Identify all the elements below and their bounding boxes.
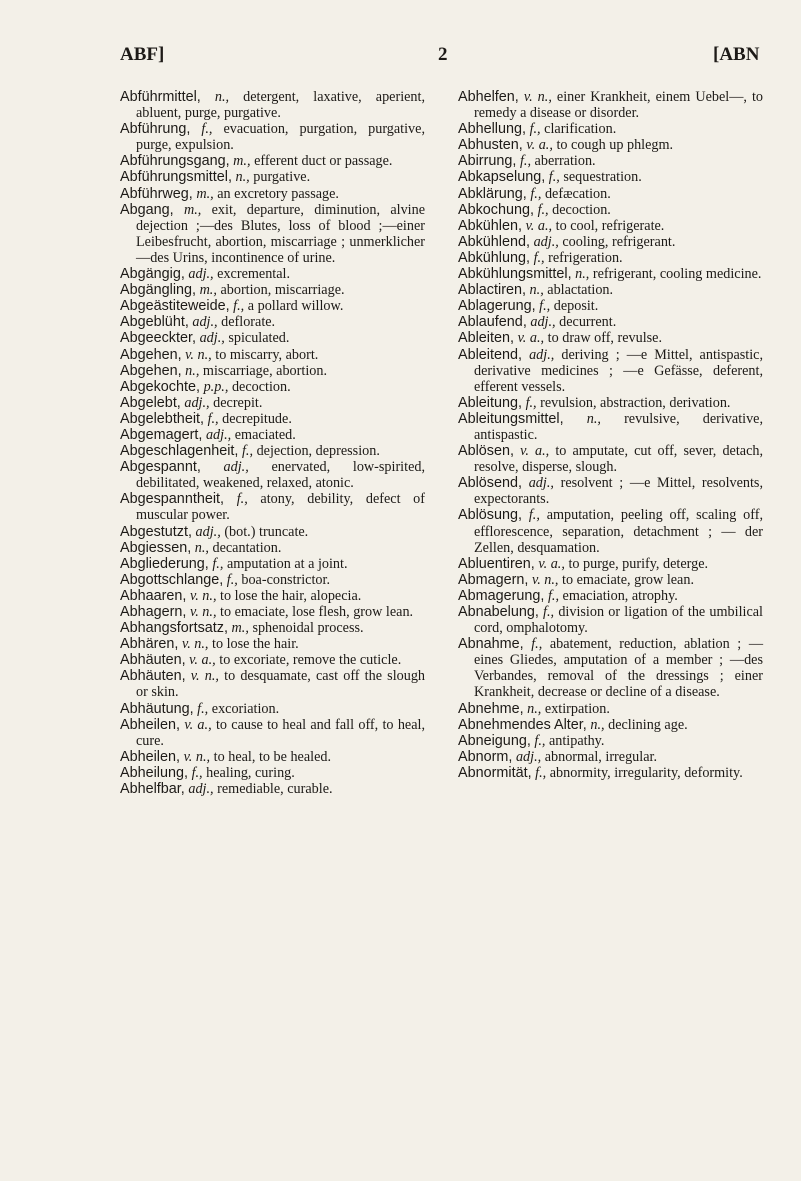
entry-definition: sequestration. — [563, 169, 642, 186]
entry-definition: exit, departure, diminution, alvine dejection ;—des Blutes, loss of blood ;—einer Leibesfrucht, abortion, miscarriage ; unmerklicher —des Urins, incontinence of urine. — [136, 201, 426, 266]
entry-headword: Abgelebt, — [120, 394, 181, 411]
entry-headword: Abheilen, — [120, 748, 181, 765]
dictionary-entry — [120, 347, 425, 363]
entry-definition: a pollard willow. — [247, 298, 344, 315]
dictionary-entry — [458, 250, 763, 266]
entry-grammar: f., — [548, 169, 560, 186]
entry-definition: decrepitude. — [222, 410, 292, 427]
entry-headword: Abkapselung, — [458, 169, 546, 186]
header-right-guideword: [ABN — [713, 44, 760, 65]
dictionary-entry — [458, 347, 763, 395]
entry-definition: antipathy. — [548, 732, 605, 749]
entry-grammar: adj., — [529, 346, 555, 363]
entry-grammar: v. n., — [181, 636, 209, 653]
entry-headword: Abnahme, — [458, 636, 524, 653]
entry-grammar: n., — [235, 169, 250, 186]
entry-grammar: f., — [212, 555, 224, 572]
dictionary-entry — [458, 749, 763, 765]
entry-headword: Abgekochte, — [120, 378, 201, 395]
entry-definition: detergent, laxative, aperient, abluent, purge, purgative. — [136, 89, 426, 122]
entry-headword: Abheilung, — [120, 764, 189, 781]
entry-headword: Abgiessen, — [120, 539, 192, 556]
entry-headword: Abhäuten, — [120, 652, 186, 669]
entry-headword: Abführweg, — [120, 185, 193, 202]
entry-grammar: n., — [527, 700, 542, 717]
entry-grammar: n., — [185, 362, 200, 379]
entry-grammar: n., — [590, 716, 605, 733]
dictionary-entry — [120, 765, 425, 781]
entry-grammar: f., — [547, 587, 559, 604]
dictionary-entry — [458, 588, 763, 604]
entry-definition: abatement, reduction, ablation ; —eines Gliedes, amputation of a member ; —des Verbandes, removal of the dressings ; einer Krankheit, decrease or decline of a disease. — [474, 636, 764, 701]
entry-definition: decoction. — [552, 201, 611, 218]
entry-grammar: m., — [231, 620, 249, 637]
dictionary-entry — [458, 169, 763, 185]
dictionary-entry — [120, 491, 425, 523]
entry-definition: healing, curing. — [206, 764, 295, 781]
entry-headword: Abhellung, — [458, 121, 527, 138]
dictionary-entry — [120, 781, 425, 797]
entry-headword: Abgemagert, — [120, 426, 203, 443]
entry-definition: amputation, peeling off, scaling off, efflorescence, separation, detachment ; — der Zellen, desquamation. — [474, 507, 763, 556]
dictionary-entry — [120, 556, 425, 572]
entry-definition: miscarriage, abortion. — [202, 362, 327, 379]
dictionary-entry — [120, 153, 425, 169]
entry-definition: deposit. — [553, 298, 599, 315]
entry-definition: abnormity, irregularity, deformity. — [549, 764, 743, 781]
entry-headword: Abgespannt, — [120, 459, 201, 476]
entry-definition: revulsive, derivative, antispastic. — [474, 410, 764, 443]
dictionary-entry — [120, 572, 425, 588]
dictionary-entry — [120, 169, 425, 185]
dictionary-entry — [120, 266, 425, 282]
entry-definition: extirpation. — [544, 700, 610, 717]
entry-grammar: f., — [533, 249, 545, 266]
dictionary-entry — [458, 121, 763, 137]
entry-headword: Abhäuten, — [120, 668, 186, 685]
entry-definition: boa-constrictor. — [241, 571, 331, 588]
dictionary-entry — [120, 411, 425, 427]
entry-grammar: v. a., — [520, 443, 550, 460]
entry-headword: Abkühlung, — [458, 249, 531, 266]
entry-definition: aberration. — [534, 153, 596, 170]
entry-headword: Ablactiren, — [458, 282, 526, 299]
entry-grammar: f., — [197, 700, 209, 717]
dictionary-entry — [458, 89, 763, 121]
entry-headword: Abhagern, — [120, 604, 187, 620]
dictionary-entry — [120, 701, 425, 717]
entry-headword: Abgelebtheit, — [120, 410, 205, 427]
entry-grammar: m., — [233, 153, 251, 170]
dictionary-entry — [120, 186, 425, 202]
entry-grammar: f., — [537, 201, 549, 218]
dictionary-entry — [458, 636, 763, 700]
entry-headword: Abgeeckter, — [120, 330, 197, 347]
dictionary-entry — [120, 668, 425, 700]
dictionary-entry — [120, 588, 425, 604]
entry-headword: Abhären, — [120, 636, 179, 653]
entry-headword: Abmagerung, — [458, 587, 545, 604]
entry-definition: to emaciate, grow lean. — [562, 571, 694, 588]
entry-grammar: m., — [183, 201, 202, 218]
entry-grammar: adj., — [192, 314, 218, 331]
entry-definition: deflorate. — [221, 314, 276, 331]
entry-definition: to emaciate, lose flesh, grow lean. — [220, 604, 414, 620]
entry-headword: Abnabelung, — [458, 604, 539, 620]
entry-grammar: f., — [241, 443, 254, 460]
entry-grammar: adj., — [223, 459, 249, 476]
dictionary-entry — [120, 202, 425, 266]
dictionary-entry — [458, 282, 763, 298]
dictionary-entry — [120, 314, 425, 330]
entry-definition: to heal, to be healed. — [213, 748, 332, 765]
entry-headword: Abgespanntheit, — [120, 491, 225, 508]
entry-headword: Abklärung, — [458, 185, 527, 202]
entry-definition: excoriation. — [211, 700, 280, 717]
entry-definition: deriving ; —e Mittel, antispastic, derivative medicines ; —e Gefässe, deferent, efferent vessels. — [474, 346, 763, 395]
entry-grammar: f., — [233, 298, 245, 315]
entry-headword: Abkochung, — [458, 201, 535, 218]
entry-definition: dejection, depression. — [256, 443, 380, 460]
entry-grammar: f., — [529, 121, 541, 138]
entry-headword: Ablösen, — [458, 443, 515, 460]
dictionary-entry — [458, 733, 763, 749]
entry-grammar: v. n., — [189, 604, 217, 620]
entry-headword: Abnehme, — [458, 700, 524, 717]
entry-definition: decantation. — [212, 539, 282, 556]
entry-grammar: adj., — [188, 266, 214, 283]
right-column — [458, 89, 763, 781]
entry-headword: Ableitend, — [458, 346, 523, 363]
dictionary-entry — [120, 298, 425, 314]
entry-grammar: f., — [525, 394, 537, 411]
entry-definition: purgative. — [253, 169, 311, 186]
entry-grammar: v. a., — [526, 137, 553, 154]
entry-grammar: f., — [519, 153, 531, 170]
dictionary-entry — [458, 475, 763, 507]
entry-headword: Abhusten, — [458, 137, 523, 154]
entry-definition: to cool, refrigerate. — [555, 217, 665, 234]
dictionary-entry — [458, 395, 763, 411]
entry-headword: Abgeschlagenheit, — [120, 443, 239, 460]
dictionary-entry — [458, 443, 763, 475]
entry-headword: Abneigung, — [458, 732, 531, 749]
entry-headword: Abgeästiteweide, — [120, 298, 230, 315]
entry-definition: to cause to heal and fall off, to heal, cure. — [136, 716, 426, 749]
entry-definition: emaciation, atrophy. — [562, 587, 678, 604]
entry-headword: Abhaaren, — [120, 587, 187, 604]
entry-grammar: n., — [194, 539, 209, 556]
dictionary-entry — [120, 443, 425, 459]
entry-grammar: v. n., — [183, 748, 211, 765]
entry-headword: Abheilen, — [120, 716, 181, 733]
dictionary-entry — [120, 330, 425, 346]
entry-grammar: n., — [586, 410, 601, 427]
entry-grammar: f., — [539, 298, 551, 315]
entry-definition: to lose the hair. — [212, 636, 299, 653]
entry-definition: atony, debility, defect of muscular power. — [136, 491, 426, 524]
entry-grammar: adj., — [528, 475, 554, 492]
entry-headword: Abhelfbar, — [120, 781, 185, 798]
entry-headword: Abirrung, — [458, 153, 517, 170]
entry-definition: refrigeration. — [548, 249, 623, 266]
entry-headword: Abnormität, — [458, 764, 532, 781]
entry-grammar: f., — [535, 764, 547, 781]
dictionary-entry — [120, 717, 425, 749]
entry-grammar: v. n., — [185, 346, 212, 363]
dictionary-entry — [458, 330, 763, 346]
entry-definition: division or ligation of the umbilical cord, omphalotomy. — [474, 604, 764, 637]
entry-definition: decrepit. — [213, 394, 263, 411]
entry-definition: ablactation. — [547, 282, 614, 299]
entry-grammar: f., — [191, 764, 203, 781]
entry-grammar: p.p., — [203, 378, 229, 395]
dictionary-entry — [120, 395, 425, 411]
entry-grammar: n., — [529, 282, 544, 299]
entry-grammar: adj., — [515, 748, 542, 765]
entry-headword: Abgottschlange, — [120, 571, 224, 588]
entry-grammar: adj., — [188, 781, 214, 798]
entry-definition: remediable, curable. — [217, 781, 333, 798]
entry-grammar: f., — [543, 604, 555, 620]
dictionary-entry — [120, 636, 425, 652]
entry-definition: abnormal, irregular. — [544, 748, 657, 765]
entry-definition: efferent duct or passage. — [254, 153, 393, 170]
dictionary-entry — [120, 427, 425, 443]
dictionary-entry — [458, 234, 763, 250]
dictionary-entry — [120, 540, 425, 556]
entry-grammar: adj., — [199, 330, 225, 347]
entry-headword: Abgang, — [120, 201, 174, 218]
dictionary-entry — [458, 507, 763, 555]
entry-headword: Abführmittel, — [120, 89, 201, 105]
entry-definition: einer Krankheit, einem Uebel—, to remedy a disease or disorder. — [474, 89, 764, 122]
entry-grammar: n., — [575, 266, 590, 283]
entry-grammar: v. a., — [517, 330, 545, 347]
entry-headword: Ablaufend, — [458, 314, 527, 331]
entry-headword: Abgängig, — [120, 266, 185, 283]
entry-definition: spiculated. — [228, 330, 290, 347]
entry-definition: evacuation, purgation, purgative, purge, expulsion. — [136, 121, 425, 154]
entry-grammar: v. n., — [190, 668, 219, 685]
entry-definition: to excoriate, remove the cuticle. — [219, 652, 402, 669]
entry-grammar: v. a., — [538, 555, 565, 572]
entry-grammar: v. a., — [184, 716, 212, 733]
dictionary-entry — [458, 411, 763, 443]
entry-definition: to cough up phlegm. — [556, 137, 674, 154]
dictionary-entry — [120, 459, 425, 491]
entry-definition: to desquamate, cast off the slough or skin. — [136, 668, 426, 701]
dictionary-entry — [458, 765, 763, 781]
entry-definition: to amputate, cut off, sever, detach, resolve, disperse, slough. — [474, 443, 764, 476]
dictionary-entry — [458, 266, 763, 282]
dictionary-entry — [120, 524, 425, 540]
entry-headword: Abführung, — [120, 121, 191, 138]
entry-headword: Ablösung, — [458, 507, 523, 524]
entry-grammar: f., — [531, 636, 543, 653]
entry-headword: Abhangsfortsatz, — [120, 620, 228, 637]
left-column — [120, 89, 425, 797]
entry-headword: Abführungsmittel, — [120, 169, 232, 186]
entry-grammar: f., — [226, 571, 238, 588]
entry-headword: Abhelfen, — [458, 89, 519, 105]
entry-definition: to draw off, revulse. — [547, 330, 663, 347]
dictionary-entry — [120, 749, 425, 765]
entry-definition: decurrent. — [559, 314, 617, 331]
entry-grammar: n., — [214, 89, 230, 105]
entry-definition: cooling, refrigerant. — [562, 233, 676, 250]
entry-grammar: adj., — [530, 314, 556, 331]
entry-headword: Ableiten, — [458, 330, 515, 347]
entry-grammar: m., — [199, 282, 217, 299]
dictionary-entry — [458, 314, 763, 330]
dictionary-entry — [120, 363, 425, 379]
dictionary-entry — [458, 186, 763, 202]
entry-definition: amputation at a joint. — [226, 555, 348, 572]
entry-headword: Ableitungsmittel, — [458, 410, 564, 427]
entry-definition: enervated, low-spirited, debilitated, weakened, relaxed, atonic. — [136, 459, 426, 492]
entry-grammar: f., — [534, 732, 546, 749]
dictionary-entry — [120, 121, 425, 153]
entry-headword: Abkühlen, — [458, 217, 523, 234]
dictionary-entry — [120, 379, 425, 395]
dictionary-entry — [120, 282, 425, 298]
dictionary-entry — [120, 604, 425, 620]
entry-headword: Abnorm, — [458, 748, 513, 765]
entry-definition: clarification. — [544, 121, 617, 138]
dictionary-entry — [458, 137, 763, 153]
entry-headword: Abgeblüht, — [120, 314, 189, 331]
entry-grammar: f., — [201, 121, 213, 138]
entry-definition: sphenoidal process. — [252, 620, 364, 637]
dictionary-entry — [458, 572, 763, 588]
entry-grammar: v. a., — [189, 652, 216, 669]
entry-definition: to miscarry, abort. — [215, 346, 319, 363]
entry-grammar: f., — [207, 410, 219, 427]
entry-definition: (bot.) truncate. — [224, 523, 309, 540]
dictionary-entry — [120, 620, 425, 636]
entry-definition: defæcation. — [544, 185, 611, 202]
entry-definition: revulsion, abstraction, derivation. — [540, 394, 731, 411]
entry-definition: to lose the hair, alopecia. — [220, 587, 362, 604]
entry-grammar: v. n., — [531, 571, 559, 588]
entry-grammar: v. n., — [523, 89, 552, 105]
page-number: 2 — [438, 44, 448, 65]
entry-grammar: adj., — [205, 426, 232, 443]
entry-headword: Abgestutzt, — [120, 523, 192, 540]
entry-headword: Abgehen, — [120, 346, 182, 363]
entry-grammar: adj., — [533, 233, 559, 250]
dictionary-entry — [458, 701, 763, 717]
entry-headword: Abluentiren, — [458, 555, 535, 572]
dictionary-entry — [458, 298, 763, 314]
entry-headword: Abgehen, — [120, 362, 182, 379]
entry-headword: Ableitung, — [458, 394, 523, 411]
entry-grammar: v. n., — [189, 587, 217, 604]
dictionary-entry — [120, 652, 425, 668]
entry-definition: emaciated. — [234, 426, 296, 443]
entry-grammar: adj., — [184, 394, 210, 411]
entry-headword: Abführungsgang, — [120, 153, 230, 170]
dictionary-entry — [458, 717, 763, 733]
entry-headword: Abkühlend, — [458, 233, 531, 250]
entry-headword: Ablösend, — [458, 475, 523, 492]
entry-grammar: m., — [196, 185, 214, 202]
entry-grammar: adj., — [195, 523, 221, 540]
entry-headword: Ablagerung, — [458, 298, 536, 315]
entry-headword: Abnehmendes Alter, — [458, 716, 587, 733]
entry-headword: Abgliederung, — [120, 555, 209, 572]
page-header — [0, 44, 801, 74]
dictionary-entry — [458, 604, 763, 636]
dictionary-entry — [458, 202, 763, 218]
entry-headword: Abkühlungsmittel, — [458, 266, 572, 283]
entry-definition: to purge, purify, deterge. — [568, 555, 709, 572]
entry-headword: Abmagern, — [458, 571, 529, 588]
entry-definition: declining age. — [608, 716, 688, 733]
dictionary-entry — [120, 89, 425, 121]
entry-grammar: v. a., — [525, 217, 553, 234]
entry-headword: Abgängling, — [120, 282, 197, 299]
entry-headword: Abhäutung, — [120, 700, 194, 717]
dictionary-entry — [458, 218, 763, 234]
entry-definition: abortion, miscarriage. — [220, 282, 345, 299]
entry-definition: an excretory passage. — [217, 185, 339, 202]
entry-grammar: f., — [236, 491, 248, 508]
entry-definition: excremental. — [217, 266, 291, 283]
entry-definition: refrigerant, cooling medicine. — [592, 266, 762, 283]
dictionary-entry — [458, 556, 763, 572]
header-left-guideword: ABF] — [120, 44, 165, 65]
entry-definition: decoction. — [231, 378, 291, 395]
entry-definition: resolvent ; —e Mittel, resolvents, expectorants. — [474, 475, 764, 508]
entry-grammar: f., — [530, 185, 542, 202]
entry-grammar: f., — [528, 507, 540, 524]
dictionary-entry — [458, 153, 763, 169]
